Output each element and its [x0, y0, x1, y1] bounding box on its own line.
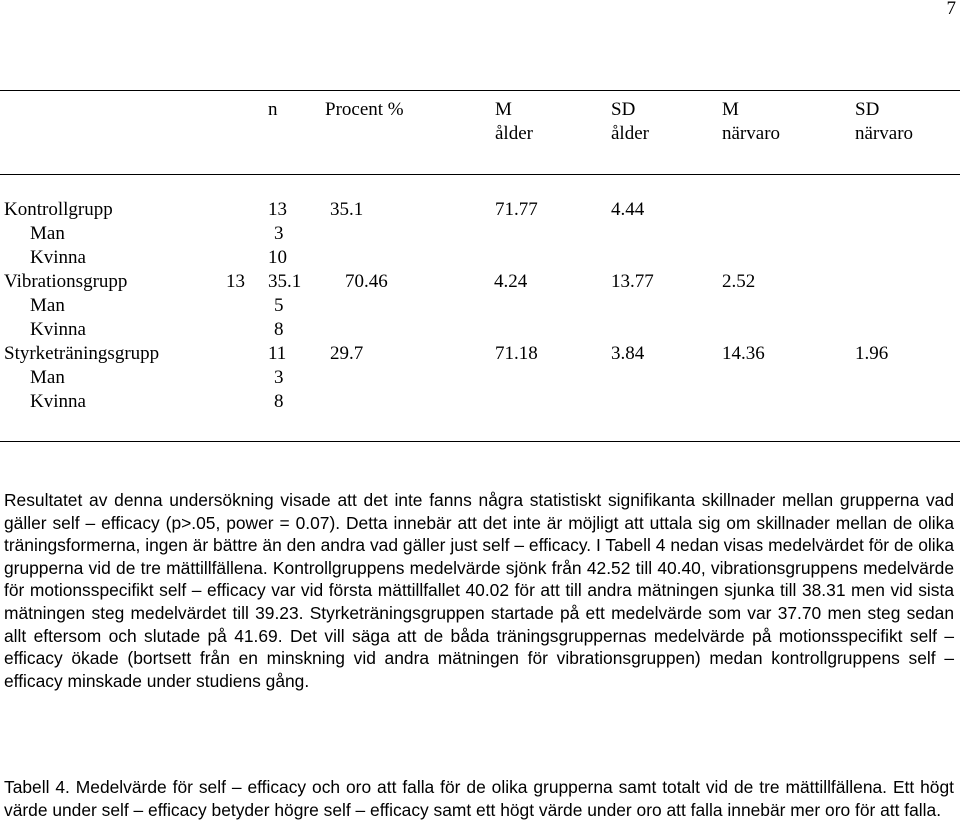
row-label-kvinna: Kvinna	[30, 391, 86, 412]
results-paragraph	[4, 489, 954, 692]
cell-n: 5	[274, 295, 284, 316]
header-sd-alder: SD ålder	[611, 99, 649, 144]
header-n: n	[268, 99, 278, 120]
cell-n: 10	[268, 247, 287, 268]
cell-procent: 29.7	[330, 343, 364, 364]
cell-procent: 35.1	[268, 271, 302, 292]
row-label-kvinna: Kvinna	[30, 319, 86, 340]
cell-n: 8	[274, 391, 284, 412]
cell-m-narvaro: 13.77	[611, 271, 654, 292]
row-label-man: Man	[30, 367, 65, 388]
cell-m-alder: 70.46	[345, 271, 388, 292]
header-procent: Procent %	[325, 99, 404, 120]
cell-sd-alder: 4.24	[494, 271, 528, 292]
table-bottom-rule	[0, 441, 960, 442]
page-number: 7	[946, 0, 956, 19]
cell-procent: 35.1	[330, 199, 364, 220]
cell-n: 3	[274, 367, 284, 388]
cell-sd-narvaro: 1.96	[855, 343, 889, 364]
header-m-narvaro: M närvaro	[722, 99, 781, 144]
caption-text: Tabell 4. Medelvärde för self – efficacy och oro att falla för de olika grupperna samt totalt vid de tre mättillfällena. Ett högt värde under self – efficacy betyder högre self – efficacy samt ett högt värde under oro att falla innebär mer oro för att falla.	[4, 777, 954, 820]
cell-n: 11	[268, 343, 287, 364]
cell-sd-alder: 4.44	[611, 199, 645, 220]
row-label-man: Man	[30, 223, 65, 244]
header-sd-narvaro: SD närvaro	[855, 99, 914, 144]
cell-m-alder: 71.18	[495, 343, 538, 364]
cell-sd-narvaro: 2.52	[722, 271, 756, 292]
table-top-rule	[0, 90, 960, 91]
cell-m-narvaro: 14.36	[722, 343, 765, 364]
cell-sd-alder: 3.84	[611, 343, 645, 364]
row-label-man: Man	[30, 295, 65, 316]
header-m-alder: M ålder	[495, 99, 533, 144]
cell-m-alder: 71.77	[495, 199, 538, 220]
cell-n: 13	[268, 199, 287, 220]
cell-n: 13	[226, 271, 245, 292]
table-header-rule	[0, 174, 960, 175]
results-text: Resultatet av denna undersökning visade att det inte fanns några statistiskt signifikanta skillnader mellan grupperna vad gäller self – efficacy (p>.05, power = 0.07). Detta innebär att det inte är möjligt att uttala sig om skillnader mellan de olika träningsformerna, ingen är bättre än den andra vad gäller just self – efficacy. I Tabell 4 nedan visas medelvärdet för de olika grupperna vid de tre mättillfällena. Kontrollgruppens medelvärde sjönk från 42.52 till 40.40, vibrationsgruppens medelvärde för motionsspecifikt self – efficacy var vid första mättillfallet 40.02 för att till andra mätningen sjunka till 38.31 men vid sista mätningen steg medelvärdet till 39.23. Styrketräningsgruppen startade på ett medelvärde som var 37.70 men steg sedan allt eftersom och slutade på 41.69. Det vill säga att de båda träningsgruppernas medelvärde på motionsspecifikt self – efficacy ökade (bortsett från en minskning vid andra mätningen för vibrationsgruppen) medan kontrollgruppens self – efficacy minskade under studiens gång.	[4, 490, 954, 691]
cell-n: 3	[274, 223, 284, 244]
row-label-kontrollgrupp: Kontrollgrupp	[4, 199, 113, 220]
cell-n: 8	[274, 319, 284, 340]
row-label-vibrationsgrupp: Vibrationsgrupp	[4, 271, 128, 292]
row-label-styrketraningsgrupp: Styrketräningsgrupp	[4, 343, 160, 364]
row-label-kvinna: Kvinna	[30, 247, 86, 268]
